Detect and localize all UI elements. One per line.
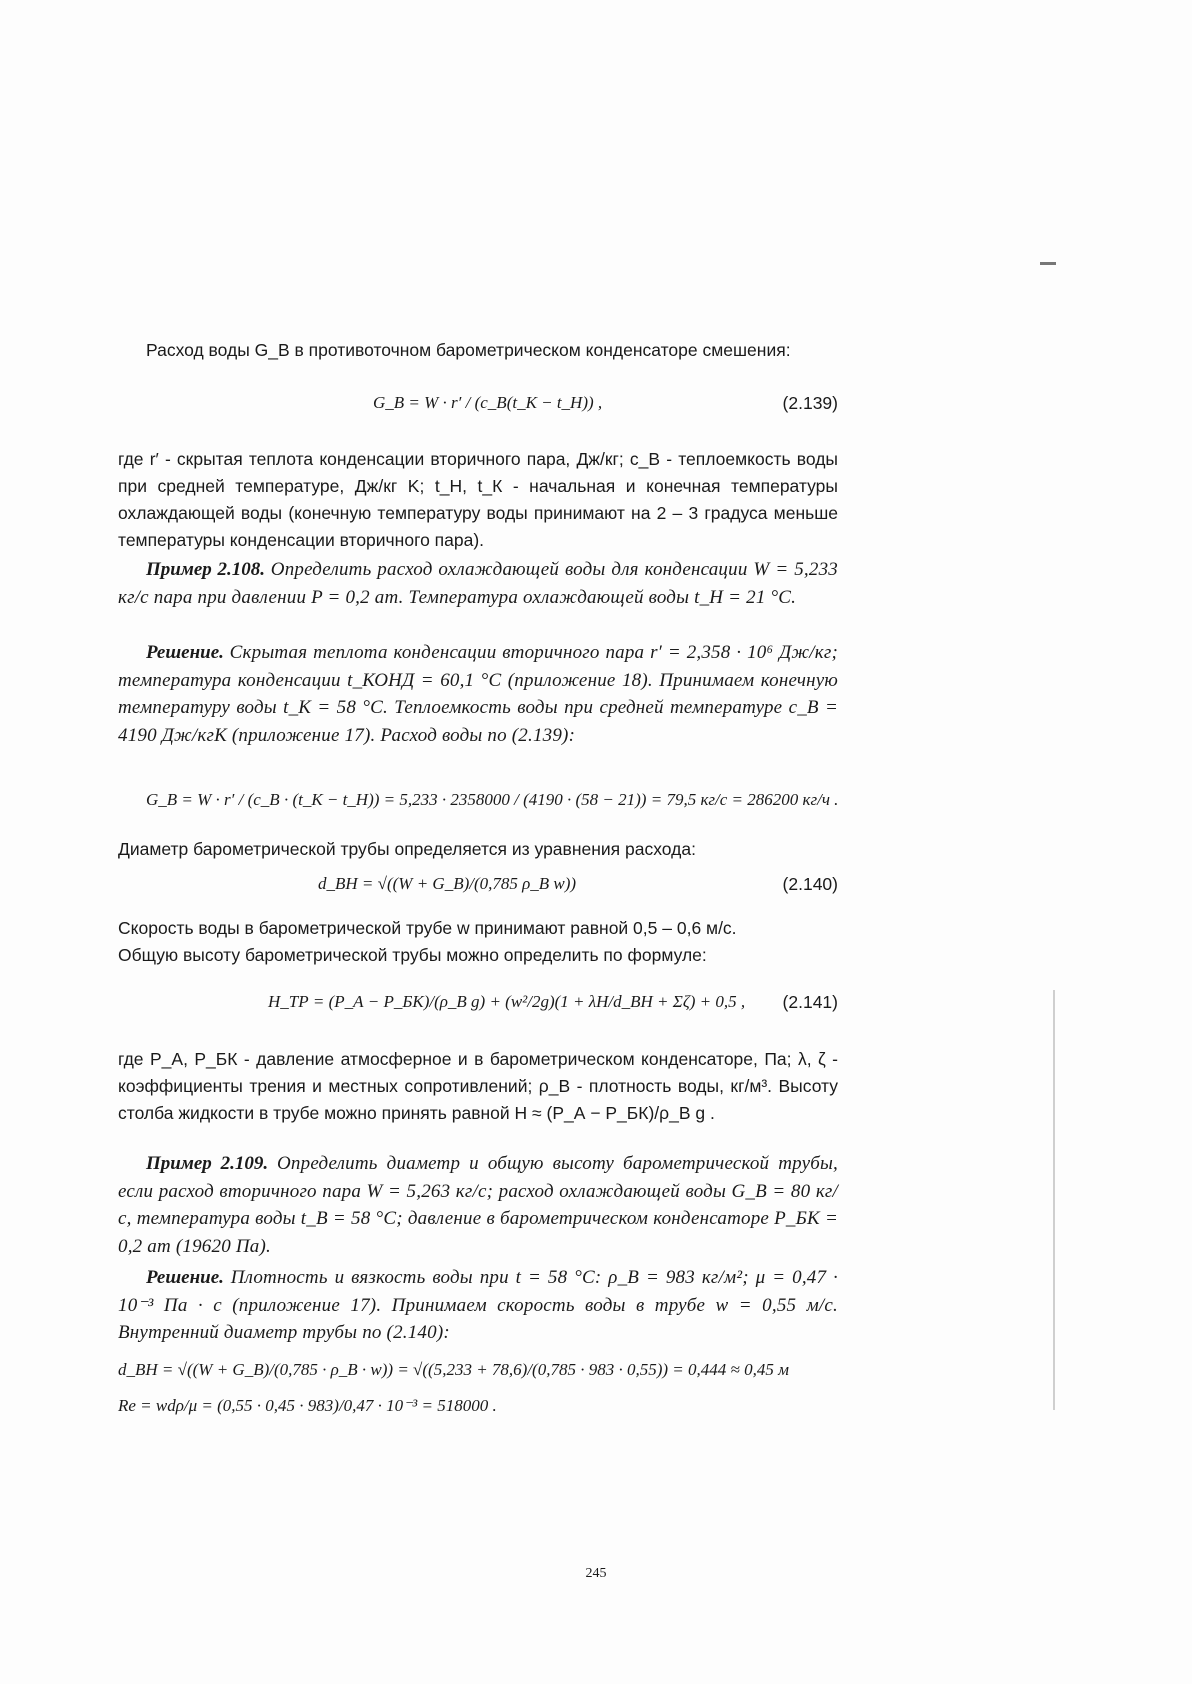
page-number: 245 bbox=[585, 1566, 607, 1581]
example-2-108-label: Пример 2.108. bbox=[146, 559, 265, 580]
where-paragraph-1 bbox=[118, 446, 838, 554]
solution-2-108 bbox=[118, 639, 838, 749]
speed-paragraph bbox=[118, 915, 838, 969]
equation-2-141-number: (2.141) bbox=[782, 992, 838, 1012]
diameter-intro bbox=[118, 836, 838, 863]
scan-edge-line bbox=[1053, 990, 1055, 1410]
equation-2-139-formula: G_В = W · r′ / (c_В(t_К − t_Н)) , bbox=[373, 393, 603, 412]
speed-text: Скорость воды в барометрической трубе w принимают равной 0,5 – 0,6 м/с. bbox=[118, 918, 737, 938]
equation-2-140-number: (2.140) bbox=[782, 874, 838, 894]
where-text-2: где P_А, P_БК - давление атмосферное и в барометрическом конденсаторе, Па; λ, ζ - коэффициенты трения и местных сопротивлений; ρ_В - плотность воды, кг/м³. Высоту столба жидкости в трубе можно принять равной H ≈ (P_А − P_БК)/ρ_В g . bbox=[118, 1049, 838, 1123]
example-2-108 bbox=[118, 556, 838, 611]
height-intro-text: Общую высоту барометрической трубы можно определить по формуле: bbox=[118, 945, 707, 965]
intro-paragraph bbox=[118, 337, 838, 364]
equation-2-140-formula: d_ВН = √((W + G_В)/(0,785 ρ_В w)) bbox=[318, 874, 577, 893]
example-2-109-text: Определить диаметр и общую высоту барометрической трубы, если расход вторичного пара W = 5,263 кг/с; расход охлаждающей воды G_В = 80 кг/с, температура воды t_В = 58 °C; давление в барометрическом конденсаторе P_БК = 0,2 ат (19620 Па). bbox=[118, 1153, 838, 1257]
scan-speck bbox=[1040, 262, 1056, 265]
intro-text: Расход воды G_В в противоточном барометрическом конденсаторе смешения: bbox=[146, 340, 791, 360]
solution-2-109 bbox=[118, 1264, 838, 1347]
equation-2-139-number: (2.139) bbox=[782, 393, 838, 413]
solution-2-108-equation bbox=[118, 778, 838, 838]
solution-2-109-formula-1: d_ВН = √((W + G_В)/(0,785 · ρ_В · w)) = √((5,233 + 78,6)/(0,785 · 983 · 0,55)) = 0,444 ≈ 0,45 м bbox=[118, 1360, 789, 1379]
solution-2-109-text: Плотность и вязкость воды при t = 58 °C: ρ_В = 983 кг/м²; μ = 0,47 · 10⁻³ Па · с (приложение 17). Принимаем скорость воды в трубе w = 0,55 м/с. Внутренний диаметр трубы по (2.140): bbox=[118, 1267, 838, 1343]
equation-2-141 bbox=[118, 978, 838, 1038]
equation-2-140 bbox=[118, 866, 838, 906]
solution-2-109-formula-2: Re = wdρ/μ = (0,55 · 0,45 · 983)/0,47 · 10⁻³ = 518000 . bbox=[118, 1396, 497, 1415]
solution-2-108-formula: G_В = W · r′ / (c_В · (t_К − t_Н)) = 5,233 · 2358000 / (4190 · (58 − 21)) = 79,5 кг/с = 286200 кг/ч . bbox=[146, 790, 839, 809]
equation-2-139 bbox=[118, 383, 838, 443]
where-text-1: где r′ - скрытая теплота конденсации вторичного пара, Дж/кг; c_В - теплоемкость воды при средней температуре, Дж/кг K; t_Н, t_К - начальная и конечная температуры охлаждающей воды (конечную температуру воды принимают на 2 – 3 градуса меньше температуры конденсации вторичного пара). bbox=[118, 449, 838, 550]
equation-2-141-formula: H_ТР = (P_А − P_БК)/(ρ_В g) + (w²/2g)(1 + λH/d_ВН + Σζ) + 0,5 , bbox=[268, 992, 746, 1011]
example-2-109 bbox=[118, 1150, 838, 1260]
example-2-108-text: Определить расход охлаждающей воды для конденсации W = 5,233 кг/с пара при давлении P = 0,2 ат. Температура охлаждающей воды t_Н = 21 °C. bbox=[118, 559, 838, 608]
solution-2-109-equations bbox=[118, 1352, 838, 1432]
diameter-intro-text: Диаметр барометрической трубы определяется из уравнения расхода: bbox=[118, 839, 696, 859]
example-2-109-label: Пример 2.109. bbox=[146, 1153, 269, 1174]
where-paragraph-2 bbox=[118, 1046, 838, 1127]
solution-2-109-label: Решение. bbox=[146, 1267, 224, 1288]
solution-2-108-label: Решение. bbox=[146, 642, 224, 663]
solution-2-108-text: Скрытая теплота конденсации вторичного пара r′ = 2,358 · 10⁶ Дж/кг; температура конденсации t_КОНД = 60,1 °C (приложение 18). Принимаем конечную температуру воды t_К = 58 °C. Теплоемкость воды при средней температуре c_В = 4190 Дж/кгК (приложение 17). Расход воды по (2.139): bbox=[118, 642, 838, 746]
